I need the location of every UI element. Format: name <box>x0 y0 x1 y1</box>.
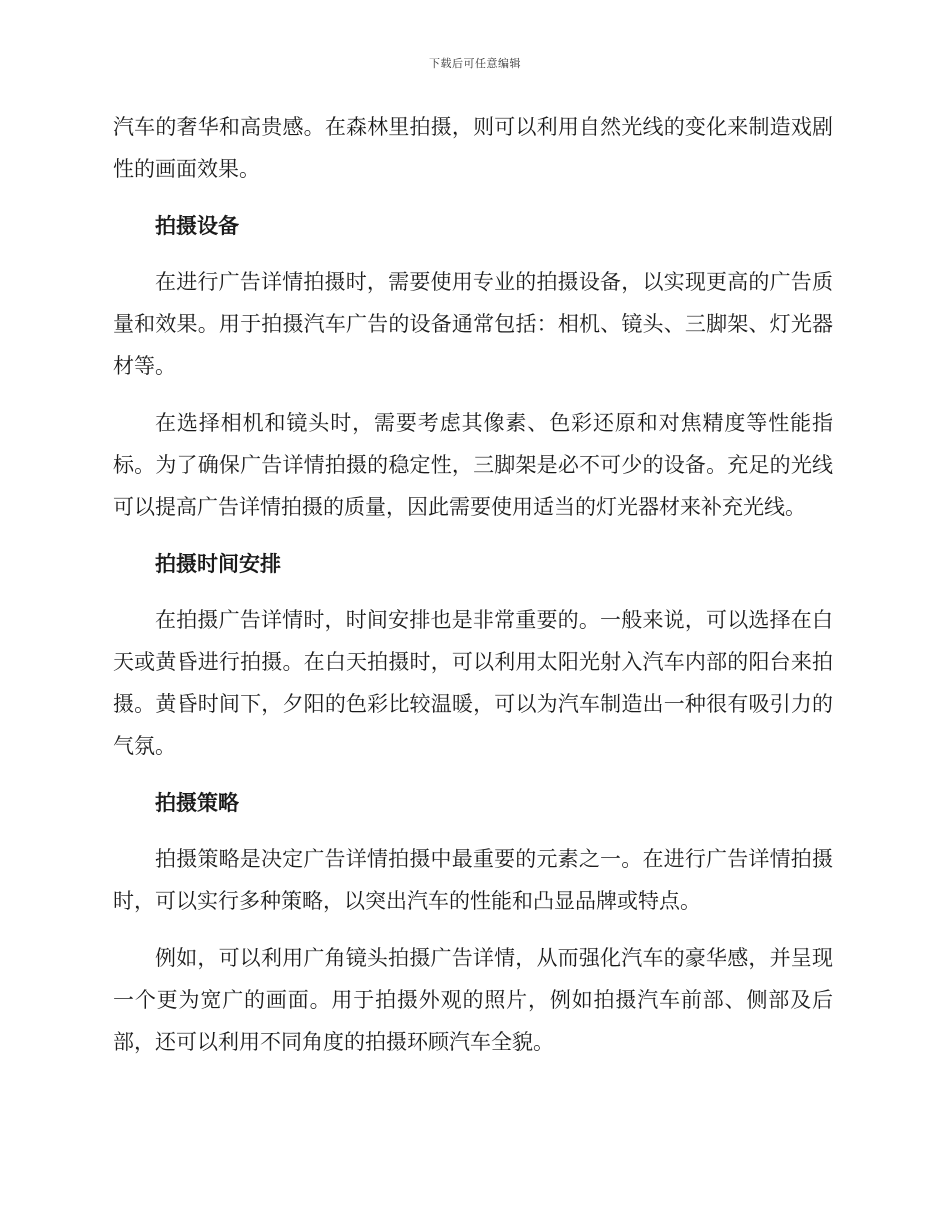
paragraph: 拍摄策略是决定广告详情拍摄中最重要的元素之一。在进行广告详情拍摄时，可以实行多种策略，以突出汽车的性能和凸显品牌或特点。 <box>113 847 833 913</box>
paragraph: 例如，可以利用广角镜头拍摄广告详情，从而强化汽车的豪华感，并呈现一个更为宽广的画面。用于拍摄外观的照片，例如拍摄汽车前部、侧部及后部，还可以利用不同角度的拍摄环顾汽车全貌。 <box>113 946 833 1054</box>
document-body <box>113 106 833 1078</box>
section-equipment <box>113 205 833 528</box>
paragraph: 在选择相机和镜头时，需要考虑其像素、色彩还原和对焦精度等性能指标。为了确保广告详情拍摄的稳定性，三脚架是必不可少的设备。充足的光线可以提高广告详情拍摄的质量，因此需要使用适当的灯光器材来补充光线。 <box>113 411 833 519</box>
section-heading: 拍摄时间安排 <box>155 552 281 576</box>
section-heading: 拍摄策略 <box>155 791 239 815</box>
page-header: 下载后可任意编辑 <box>429 57 521 70</box>
section-schedule <box>113 543 833 767</box>
section-heading: 拍摄设备 <box>155 214 239 238</box>
section-strategy <box>113 782 833 1063</box>
paragraph: 在拍摄广告详情时，时间安排也是非常重要的。一般来说，可以选择在白天或黄昏进行拍摄。在白天拍摄时，可以利用太阳光射入汽车内部的阳台来拍摄。黄昏时间下，夕阳的色彩比较温暖，可以为汽车制造出一种很有吸引力的气氛。 <box>113 608 833 758</box>
intro-continuation-paragraph: 汽车的奢华和高贵感。在森林里拍摄，则可以利用自然光线的变化来制造戏剧性的画面效果。 <box>113 115 833 181</box>
paragraph: 在进行广告详情拍摄时，需要使用专业的拍摄设备，以实现更高的广告质量和效果。用于拍摄汽车广告的设备通常包括：相机、镜头、三脚架、灯光器材等。 <box>113 270 833 378</box>
